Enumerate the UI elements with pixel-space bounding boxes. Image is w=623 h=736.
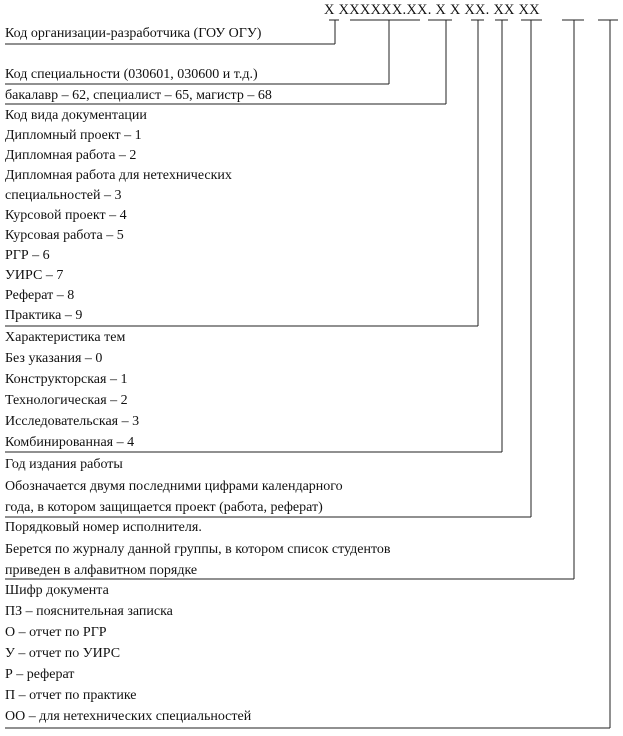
line-year-desc-2: года, в котором защищается проект (работа, реферат)	[5, 500, 323, 515]
line-seq-desc-2: приведен в алфавитном порядке	[5, 563, 198, 578]
line-cipher-p: П – отчет по практике	[5, 688, 137, 703]
line-doc-type-3a: Дипломная работа для нетехнических	[5, 168, 232, 183]
line-topic-heading: Характеристика тем	[5, 330, 126, 345]
line-cipher-r: Р – реферат	[5, 667, 75, 682]
line-topic-0: Без указания – 0	[5, 351, 103, 366]
line-degree-codes: бакалавр – 62, специалист – 65, магистр – 68	[5, 88, 272, 103]
line-doc-type-4: Курсовой проект – 4	[5, 208, 127, 223]
line-doc-type-5: Курсовая работа – 5	[5, 228, 124, 243]
line-cipher-heading: Шифр документа	[5, 583, 109, 598]
line-doc-type-1: Дипломный проект – 1	[5, 128, 142, 143]
line-doc-type-3b: специальностей – 3	[5, 188, 122, 203]
line-specialty-code: Код специальности (030601, 030600 и т.д.)	[5, 67, 258, 82]
line-doc-type-2: Дипломная работа – 2	[5, 148, 137, 163]
line-org-code: Код организации-разработчика (ГОУ ОГУ)	[5, 26, 262, 41]
line-cipher-pz: ПЗ – пояснительная записка	[5, 604, 173, 619]
line-doc-type-heading: Код вида документации	[5, 108, 147, 123]
line-topic-3: Исследовательская – 3	[5, 414, 140, 429]
line-year-heading: Год издания работы	[5, 457, 123, 472]
line-doc-type-9: Практика – 9	[5, 308, 83, 323]
line-doc-type-7: УИРС – 7	[5, 268, 64, 283]
line-doc-type-8: Реферат – 8	[5, 288, 75, 303]
line-topic-2: Технологическая – 2	[5, 393, 128, 408]
line-doc-type-6: РГР – 6	[5, 248, 50, 263]
line-topic-4: Комбинированная – 4	[5, 435, 135, 450]
line-year-desc-1: Обозначается двумя последними цифрами календарного	[5, 479, 343, 494]
line-topic-1: Конструкторская – 1	[5, 372, 128, 387]
line-cipher-u: У – отчет по УИРС	[5, 646, 121, 661]
line-cipher-o: О – отчет по РГР	[5, 625, 107, 640]
line-seq-heading: Порядковый номер исполнителя.	[5, 520, 202, 535]
line-seq-desc-1: Берется по журналу данной группы, в котором список студентов	[5, 542, 391, 557]
line-cipher-oo: ОО – для нетехнических специальностей	[5, 709, 252, 724]
document-code-template: X XXXXXX.XX. X X XX. XX XX	[324, 2, 540, 18]
